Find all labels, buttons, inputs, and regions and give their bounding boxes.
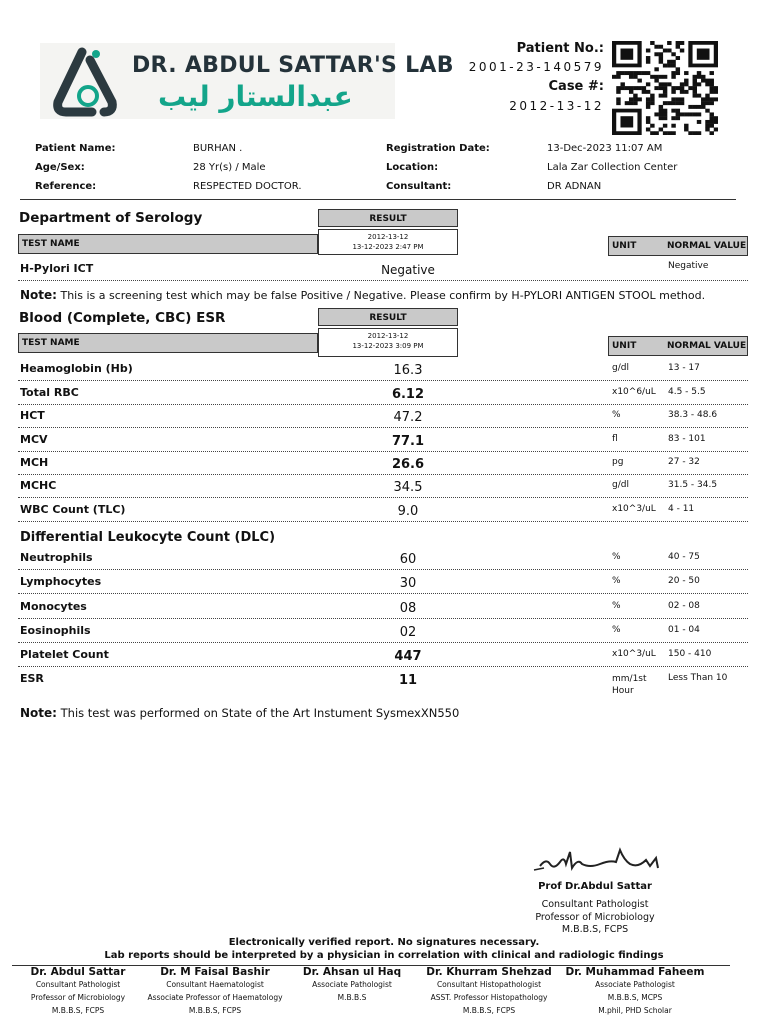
consultant-label: Consultant: [386, 181, 452, 192]
signature-image [520, 838, 680, 878]
cbc-result-datetime [318, 328, 458, 357]
table-row [18, 429, 748, 452]
signer-degree: M.B.B.S, FCPS [561, 924, 629, 935]
test-name: Total RBC [20, 386, 79, 399]
cbc-test-name-header: TEST NAME [18, 333, 318, 353]
unit: % [612, 576, 621, 586]
normal-value: 02 - 08 [668, 601, 700, 611]
note-label: Note: [20, 706, 57, 720]
note-text: This is a screening test which may be false Positive / Negative. Please confirm by H-PYLORI ANTIGEN STOOL method. [60, 289, 706, 302]
patient-name: BURHAN . [193, 143, 243, 154]
lab-name-urdu: عبدالستار لیب [158, 80, 353, 113]
doctor-line-2: Professor of Microbiology [30, 993, 126, 1002]
doctor-card [419, 966, 559, 1017]
table-row [18, 547, 748, 570]
registration-date: 13-Dec-2023 11:07 AM [547, 143, 663, 154]
doctor-line-1: Associate Pathologist [595, 980, 675, 989]
test-name: ESR [20, 672, 44, 685]
reference: RESPECTED DOCTOR. [193, 181, 302, 192]
reference-label: Reference: [35, 181, 97, 192]
serology-result-header: RESULT [318, 209, 458, 227]
normal-value: 31.5 - 34.5 [668, 480, 718, 490]
age-sex: 28 Yr(s) / Male [193, 162, 266, 173]
serology-unit-header [608, 236, 748, 256]
test-result: 60 [399, 552, 417, 567]
serology-result-datetime [318, 229, 458, 255]
serology-note [20, 288, 705, 302]
location-label: Location: [386, 162, 439, 173]
normal-value: 01 - 04 [668, 625, 700, 635]
unit-line-2: Hour [612, 686, 634, 696]
unit: x10^6/uL [612, 387, 656, 397]
signer-name: Prof Dr.Abdul Sattar [538, 881, 652, 892]
cbc-case: 2012-13-12 [367, 332, 409, 340]
case-value: 2012-13-12 [509, 99, 604, 113]
doctor-line-2: M.B.B.S, MCPS [607, 993, 663, 1002]
dlc-title: Differential Leukocyte Count (DLC) [20, 530, 276, 545]
qr-code [612, 41, 718, 135]
normal-value: 20 - 50 [668, 576, 700, 586]
test-name: MCV [20, 433, 48, 446]
serology-datetime: 13-12-2023 2:47 PM [352, 243, 424, 251]
normal-value: 150 - 410 [668, 649, 712, 659]
lab-logo-icon [52, 46, 122, 118]
table-row [18, 405, 748, 428]
normal-value-label: NORMAL VALUE [667, 241, 747, 251]
test-result: 08 [399, 601, 417, 616]
table-row [18, 452, 748, 475]
serology-case: 2012-13-12 [367, 233, 409, 241]
cbc-note [20, 706, 459, 720]
doctor-line-3: M.phil, PHD Scholar [598, 1006, 672, 1015]
cbc-result-header: RESULT [318, 308, 458, 326]
unit: x10^3/uL [612, 504, 656, 514]
registration-date-label: Registration Date: [386, 143, 490, 154]
normal-value: 83 - 101 [668, 434, 706, 444]
test-name: Neutrophils [20, 551, 93, 564]
footer-disclaimer: Lab reports should be interpreted by a physician in correlation with clinical and radiologic findings [104, 950, 664, 961]
unit: fl [612, 434, 618, 444]
note-text: This test was performed on State of the Art Instument SysmexXN550 [60, 706, 460, 720]
unit-label: UNIT [612, 241, 637, 251]
doctor-card [282, 966, 422, 1004]
unit-line-1: mm/1st [612, 674, 647, 684]
consultant: DR ADNAN [547, 181, 602, 192]
unit: pg [612, 457, 624, 467]
cbc-unit-header [608, 336, 748, 356]
age-sex-label: Age/Sex: [35, 162, 85, 173]
patient-no-value: 2001-23-140579 [468, 60, 604, 74]
test-name: Heamoglobin (Hb) [20, 362, 133, 375]
table-row [18, 571, 748, 594]
doctor-line-3: M.B.B.S, FCPS [462, 1006, 516, 1015]
test-name: Platelet Count [20, 648, 109, 661]
normal-value: 40 - 75 [668, 552, 700, 562]
doctor-line-3: M.B.B.S, FCPS [51, 1006, 105, 1015]
unit: g/dl [612, 363, 629, 373]
normal-value: Negative [668, 261, 709, 271]
signer-position: Professor of Microbiology [535, 912, 655, 923]
test-result: 47.2 [393, 410, 423, 425]
test-name: Lymphocytes [20, 575, 102, 588]
note-label: Note: [20, 288, 57, 302]
patient-name-label: Patient Name: [35, 143, 116, 154]
table-row [18, 620, 748, 643]
signer-title: Consultant Pathologist [541, 899, 649, 910]
doctor-line-1: Consultant Pathologist [35, 980, 121, 989]
test-name: Eosinophils [20, 624, 91, 637]
table-row [18, 644, 748, 667]
unit: % [612, 625, 621, 635]
unit: x10^3/uL [612, 649, 656, 659]
normal-value: 4 - 11 [668, 504, 695, 514]
test-name: Monocytes [20, 600, 87, 613]
doctor-line-2: M.B.B.S [337, 993, 367, 1002]
doctor-line-1: Consultant Haematologist [166, 980, 264, 989]
table-row [18, 596, 748, 619]
doctor-name: Dr. Abdul Sattar [30, 966, 126, 978]
unit: % [612, 601, 621, 611]
doctor-name: Dr. Ahsan ul Haq [302, 966, 402, 978]
unit [612, 673, 647, 697]
doctor-name: Dr. M Faisal Bashir [160, 966, 270, 978]
serology-title: Department of Serology [19, 210, 203, 226]
test-result: 16.3 [393, 363, 423, 378]
cbc-datetime: 13-12-2023 3:09 PM [352, 342, 424, 350]
table-row [18, 258, 748, 281]
test-result: 30 [399, 576, 417, 591]
normal-value: 38.3 - 48.6 [668, 410, 718, 420]
normal-value: 4.5 - 5.5 [668, 387, 706, 397]
test-result: 77.1 [391, 434, 425, 449]
doctor-name: Dr. Muhammad Faheem [565, 966, 705, 978]
doctor-line-3: M.B.B.S, FCPS [188, 1006, 242, 1015]
unit: % [612, 552, 621, 562]
unit: % [612, 410, 621, 420]
serology-test-name-header: TEST NAME [18, 234, 318, 254]
test-name: MCHC [20, 479, 57, 492]
test-result: 447 [394, 649, 422, 664]
test-result: 9.0 [397, 504, 419, 519]
footer-verified: Electronically verified report. No signatures necessary. [228, 937, 540, 948]
patient-no-label: Patient No.: [516, 41, 604, 56]
test-result: 02 [399, 625, 417, 640]
doctor-card [565, 966, 705, 1017]
test-result: 6.12 [391, 387, 425, 402]
test-name: WBC Count (TLC) [20, 503, 126, 516]
doctor-line-2: Associate Professor of Haematology [147, 993, 283, 1002]
table-row [18, 475, 748, 498]
doctor-line-2: ASST. Professor Histopathology [430, 993, 548, 1002]
normal-value: Less Than 10 [668, 673, 728, 683]
case-label: Case #: [548, 79, 604, 94]
normal-value: 27 - 32 [668, 457, 700, 467]
test-name: MCH [20, 456, 49, 469]
table-row [18, 668, 748, 696]
normal-value: 13 - 17 [668, 363, 700, 373]
location: Lala Zar Collection Center [547, 162, 678, 173]
unit-label: UNIT [612, 341, 637, 351]
test-result: 26.6 [391, 457, 425, 472]
doctor-line-1: Consultant Histopathologist [436, 980, 542, 989]
cbc-title: Blood (Complete, CBC) ESR [19, 310, 226, 326]
normal-value-label: NORMAL VALUE [667, 341, 747, 351]
test-result: 34.5 [393, 480, 423, 495]
header-divider [20, 199, 736, 200]
doctor-card [145, 966, 285, 1017]
lab-name: DR. ABDUL SATTAR'S LAB [132, 53, 454, 78]
test-result: 11 [398, 673, 418, 688]
table-row [18, 499, 748, 522]
doctor-name: Dr. Khurram Shehzad [426, 966, 552, 978]
test-name: H-Pylori ICT [20, 262, 94, 275]
unit: g/dl [612, 480, 629, 490]
test-name: HCT [20, 409, 45, 422]
doctor-line-1: Associate Pathologist [312, 980, 392, 989]
doctor-card [8, 966, 148, 1017]
table-row [18, 382, 748, 405]
table-row [18, 358, 748, 381]
test-result: Negative [381, 263, 435, 277]
